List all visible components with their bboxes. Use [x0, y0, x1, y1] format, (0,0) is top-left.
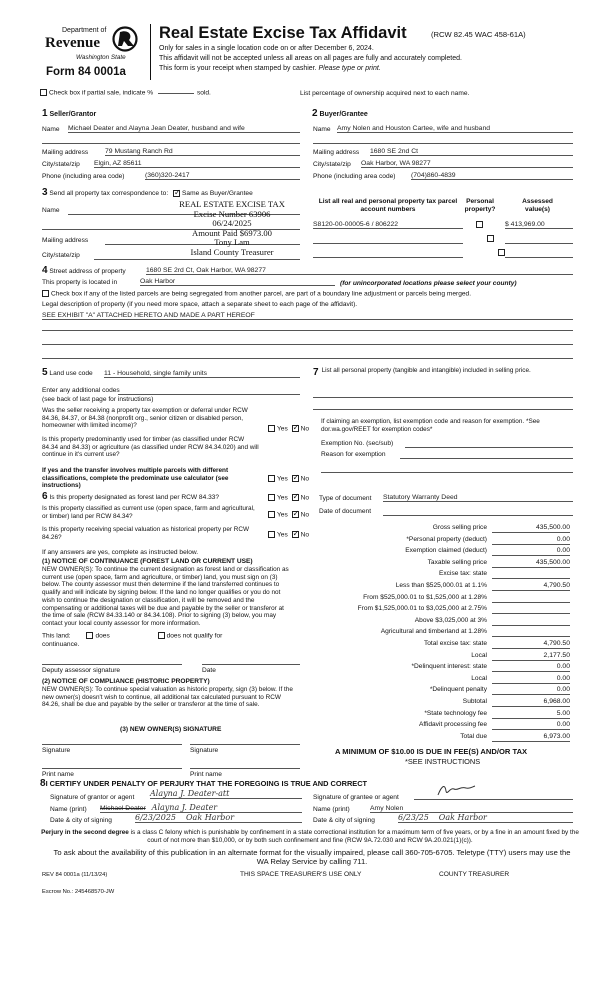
fee-value[interactable]: 0.00 [492, 721, 570, 730]
grantee-name-label: Name (print) [313, 806, 350, 813]
forest-q3-yes-checkbox[interactable] [268, 531, 275, 538]
fee-label: Total excise tax: state [423, 640, 487, 647]
fee-row [325, 652, 575, 663]
deputy-signature-line [42, 664, 182, 665]
land-use-q1-no-checkbox[interactable] [292, 425, 299, 432]
stamp-line-4: Amount Paid $6973.00 [192, 227, 272, 238]
forest-q3: Is this property receiving special valuation as historical property per RCW 84.26? [42, 526, 250, 541]
fee-value[interactable]: 6,968.00 [492, 698, 570, 707]
grantor-name-struck: Michael Deater [100, 805, 146, 812]
stamp-line-2: Excise Number 63906 [193, 208, 271, 219]
fee-value[interactable]: 0.00 [492, 675, 570, 684]
fee-value[interactable]: 5.00 [492, 710, 570, 719]
buyer-mailing-field[interactable]: 1680 SE 2nd Ct [370, 148, 573, 156]
owner-signature-label-2: Signature [190, 747, 219, 754]
treasurer-stamp [170, 200, 294, 257]
grantee-city: Oak Harbor [438, 813, 487, 822]
stamp-line-5: Tony Lam [214, 237, 250, 247]
deputy-date-line [202, 664, 300, 665]
forest-q1-no-checkbox[interactable] [292, 494, 299, 501]
grantor-city: Oak Harbor [185, 813, 235, 822]
partial-sale-percent-field[interactable] [158, 93, 194, 94]
additional-codes-label: Enter any additional codes [42, 387, 120, 394]
grantee-date-field[interactable] [398, 813, 573, 823]
forest-q1-answers [268, 494, 309, 501]
grantor-name-field[interactable] [100, 803, 302, 813]
land-use-q2a: Is this property predominantly used for timber (as classified under RCW 84.34 and 84.33) or agriculture (as classified under RCW 84.34.020) and will continue in it's current use? [42, 436, 259, 459]
partial-sale-label: Check box if partial sale, indicate % [49, 89, 154, 97]
property-street-field[interactable]: 1680 SE 2rd Ct, Oak Harbor, WA 98277 [146, 267, 573, 275]
segregated-row [42, 290, 471, 297]
header-note-2: This affidavit will not be accepted unless all areas on all pages are fully and accurately completed. [159, 55, 462, 62]
owner-signature-line-1 [42, 744, 182, 745]
legal-line-2 [42, 330, 573, 331]
property-located-note: (for unincorporated locations please select your county) [340, 280, 517, 287]
fee-row [325, 698, 575, 709]
fee-row [325, 628, 575, 639]
title-citation: (RCW 82.45 WAC 458-61A) [431, 30, 526, 39]
forest-q1-no: No [300, 494, 310, 502]
land-does-checkbox[interactable] [86, 632, 93, 639]
same-as-buyer-label: Same as Buyer/Grantee [182, 190, 253, 197]
form-number: Form 84 0001a [46, 66, 126, 78]
this-land-label: This land: [42, 632, 71, 640]
seller-city-field[interactable]: Elgin, AZ 85611 [94, 160, 300, 168]
forest-q2-no: No [300, 511, 310, 519]
land-does-label: does [95, 632, 110, 640]
forest-q3-yes: Yes [277, 531, 288, 539]
notice-compliance-body: NEW OWNER(S): To continue special valuation as historic property, sign (3) below. If the new owner(s) doesn't wish to continue, all additional tax calculated pursuant to RCW 84.26, shall be due and payable by the seller or transferor at the time of sale. [42, 686, 293, 709]
notice-continuance-title: (1) NOTICE OF CONTINUANCE (FOREST LAND OR CURRENT USE) [42, 558, 253, 565]
fees-table [325, 524, 575, 742]
certify-section-number: 8 [40, 778, 46, 789]
county-treasurer: COUNTY TREASURER [439, 871, 510, 878]
grantee-date-label: Date & city of signing [313, 817, 375, 824]
fee-row [325, 559, 575, 570]
buyer-city-label: City/state/zip [313, 161, 351, 168]
forest-q3-answers [268, 531, 309, 538]
land-use-q2-yes: Yes [277, 475, 288, 483]
personal-property-section-number: 7 [313, 367, 319, 378]
fee-value[interactable]: 0.00 [492, 547, 570, 556]
seller-blank-line [42, 143, 300, 144]
owner-signature-line-2 [190, 744, 300, 745]
fee-value[interactable] [492, 605, 570, 614]
personal-property-heading [313, 367, 575, 378]
seller-phone-label: Phone (including area code) [42, 173, 125, 180]
page-title: Real Estate Excise Tax Affidavit [159, 24, 407, 42]
fee-value[interactable]: 0.00 [492, 536, 570, 545]
buyer-blank-line [313, 143, 573, 144]
seller-name-field[interactable]: Michael Deater and Alayna Jean Deater, husband and wife [68, 125, 300, 133]
perjury-notice-text: is a class C felony which is punishable by confinement in a state correctional institution for a maximum term of five years, or by a fine in an amount fixed by the court of not more than $10,000, or by both such confinement and fine (RCW 9A.72.030 and RCW 9A.20.021(1)(c)). [128, 829, 579, 844]
fee-label: *State technology fee [424, 709, 487, 717]
grantor-signature-field[interactable]: Alayna J. Deater-att [150, 789, 302, 799]
header [0, 0, 600, 85]
fee-value[interactable]: 435,500.00 [492, 559, 570, 568]
parcels-col-header-3: Assessed value(s) [522, 198, 553, 213]
property-located-label: This property is located in [42, 279, 118, 286]
parcel-row-2-line [313, 243, 463, 244]
partial-sale-checkbox[interactable] [40, 89, 47, 96]
buyer-section-number: 2 [312, 108, 318, 119]
certify-title: I CERTIFY UNDER PENALTY OF PERJURY THAT THE FOREGOING IS TRUE AND CORRECT [45, 779, 368, 788]
stamp-line-1: REAL ESTATE EXCISE TAX [179, 199, 285, 209]
fee-label: Gross selling price [432, 524, 487, 531]
grantor-name-handwritten: Alayna J. Deater [151, 803, 218, 812]
fee-value[interactable]: 435,500.00 [492, 524, 570, 533]
fee-row [325, 733, 575, 744]
grantee-signature-field[interactable] [414, 789, 573, 800]
forest-q1-yes-checkbox[interactable] [268, 494, 275, 501]
forest-if-any: If any answers are yes, complete as instructed below. [42, 549, 199, 556]
fee-label: Less than $525,000.01 at 1.1% [395, 582, 487, 589]
parcel-row-3-line [313, 257, 463, 258]
segregated-checkbox[interactable] [42, 290, 49, 297]
land-use-row [42, 367, 93, 378]
fee-value[interactable] [492, 570, 570, 579]
fee-label: *Personal property (deduct) [406, 535, 487, 543]
buyer-city-field[interactable]: Oak Harbor, WA 98277 [361, 160, 573, 168]
deputy-date-label: Date [202, 667, 216, 674]
land-does-not-label: does not qualify for [166, 632, 223, 640]
fee-label: Agricultural and timberland at 1.28% [380, 628, 487, 636]
correspondence-city-label: City/state/zip [42, 252, 80, 259]
fee-row [325, 594, 575, 605]
fee-label: Subtotal [462, 698, 487, 705]
personal-property-line-2 [313, 409, 573, 410]
header-note-3a: This form is your receipt when stamped by cashier. [159, 65, 319, 72]
land-use-label: Land use code [49, 370, 93, 377]
forest-q3-no: No [300, 531, 310, 539]
fee-value[interactable]: 4,790.50 [492, 582, 570, 591]
land-use-q1-answers [268, 425, 309, 432]
fee-label: *Delinquent interest: state [411, 663, 487, 671]
document-date-line [383, 515, 573, 516]
owner-print-label-2: Print name [190, 771, 222, 778]
document-type-field[interactable]: Statutory Warranty Deed [383, 494, 573, 502]
fee-row [325, 675, 575, 686]
seller-phone-field[interactable]: (360)320-2417 [145, 172, 300, 180]
this-land-row [42, 632, 222, 639]
legal-description-field[interactable]: SEE EXHIBIT "A" ATTACHED HERETO AND MADE A PART HEREOF [42, 312, 573, 320]
assessed-row-2-line [505, 243, 573, 244]
fee-value[interactable]: 0.00 [492, 663, 570, 672]
exemption-reason-line [400, 458, 573, 459]
personal-property-checkbox-3[interactable] [498, 249, 505, 256]
fee-label: From $1,525,000.01 to $3,025,000 at 2.75% [357, 605, 487, 613]
fee-row [325, 640, 575, 651]
header-note-1: Only for sales in a single location code on or after December 6, 2024. [159, 45, 374, 52]
parcel-number-1[interactable]: S8120-00-00005-6 / 806222 [313, 221, 463, 229]
minimum-fee-notice: A MINIMUM OF $10.00 IS DUE IN FEE(S) AND/OR TAX [335, 747, 528, 756]
owner-print-line-2 [190, 768, 300, 769]
grantor-date-field[interactable] [135, 813, 302, 823]
correspondence-label: Send all property tax correspondence to: [49, 190, 169, 197]
fee-row [325, 605, 575, 616]
land-use-q1-no: No [300, 425, 310, 433]
fee-row [325, 570, 575, 581]
grantee-date: 6/23/25 [398, 813, 429, 822]
notice-continuance-body: NEW OWNER(S): To continue the current designation as forest land or classification as current use (open space, farm and agriculture, or timber) land, you must sign on (3) below. The county assessor must then determine if the land transferred continues to qualify and will indicate by signing below. If the land no longer qualifies or you do not wish to continue the designation or classification, it will be removed and the compensating or additional taxes will be due and payable by the seller or transferor at the time of sale (RCW 84.33.140 or 84.34.108). Prior to signing (3) below, you may contact your local county assessor for more information. [42, 566, 289, 627]
land-use-q1: Was the seller receiving a property tax exemption or deferral under RCW 84.36, 84.37, or 84.38 (nonprofit org., senior citizen or disabled person, homeowner with limited income)? [42, 407, 248, 430]
fee-row [325, 663, 575, 674]
owner-print-line-1 [42, 768, 182, 769]
revenue-logo-icon [112, 26, 138, 52]
land-use-field[interactable]: 11 - Household, single family units [104, 370, 300, 378]
property-street-row [42, 265, 126, 276]
seller-mailing-label: Mailing address [42, 149, 89, 156]
forest-q1: Is this property designated as forest land per RCW 84.33? [49, 494, 220, 501]
deputy-signature-label: Deputy assessor signature [42, 667, 121, 674]
forest-q2-yes: Yes [277, 511, 288, 519]
document-type-label: Type of document [319, 495, 372, 502]
exemption-instructions: If claiming an exemption, list exemption code and reason for exemption. *See dor.wa.gov/REET for exemption codes* [321, 418, 540, 433]
seller-heading-label: Seller/Grantor [49, 111, 97, 118]
header-note-3 [159, 65, 381, 72]
seller-city-label: City/state/zip [42, 161, 80, 168]
fee-label: Exemption claimed (deduct) [405, 547, 487, 555]
forest-q2-answers [268, 511, 309, 518]
land-use-q2-no: No [300, 475, 310, 483]
fee-value[interactable]: 4,790.50 [492, 640, 570, 649]
forest-q2: Is this property classified as current use (open space, farm and agricultural, or timber) land per RCW 84.34? [42, 505, 255, 520]
fee-label: Local [471, 674, 487, 682]
land-use-section-number: 5 [42, 367, 48, 378]
fee-row [325, 582, 575, 593]
seller-name-label: Name [42, 126, 60, 133]
dept-revenue: Revenue [45, 35, 100, 51]
forest-q1-yes: Yes [277, 494, 288, 502]
land-does-not-checkbox[interactable] [158, 632, 165, 639]
grantor-signature-label: Signature of grantor or agent [50, 794, 135, 801]
fee-value[interactable] [492, 628, 570, 637]
buyer-heading [312, 108, 368, 119]
personal-property-checkbox-2[interactable] [487, 235, 494, 242]
buyer-heading-label: Buyer/Grantee [319, 111, 368, 118]
personal-property-line-1 [313, 397, 573, 398]
fee-row [325, 547, 575, 558]
buyer-mailing-label: Mailing address [313, 149, 360, 156]
legal-line-4 [42, 358, 573, 359]
grantor-date-label: Date & city of signing [50, 817, 112, 824]
perjury-notice-bold: Perjury in the second degree [41, 829, 129, 836]
continuance-label: continuance. [42, 641, 80, 648]
buyer-name-field[interactable]: Amy Nolen and Houston Cartee, wife and husband [337, 125, 573, 133]
additional-codes-line [118, 394, 300, 395]
fee-row [325, 536, 575, 547]
fee-label: Affidavit processing fee [418, 721, 487, 729]
see-instructions: *SEE INSTRUCTIONS [405, 757, 481, 766]
seller-heading [42, 108, 96, 119]
rev-number: REV 84 0001a (11/13/24) [42, 872, 108, 878]
segregated-label: Check box if any of the listed parcels are being segregated from another parcel, are part of a boundary line adjustment or parcels being merged. [51, 290, 472, 298]
forest-section-number: 6 [42, 491, 48, 502]
exemption-number-label: Exemption No. (sec/sub) [321, 440, 394, 447]
fee-label: Total due [460, 732, 487, 740]
forest-q3-no-checkbox[interactable] [292, 531, 299, 538]
fee-label: Local [471, 651, 487, 659]
same-as-buyer-checkbox[interactable] [173, 190, 180, 197]
partial-sale-row [40, 89, 211, 96]
grantee-name-field[interactable]: Amy Nolen [370, 805, 573, 813]
correspondence-city-line [94, 259, 300, 260]
additional-codes-note: (see back of last page for instructions) [42, 396, 154, 403]
buyer-phone-field[interactable]: (704)860-4839 [411, 172, 573, 180]
buyer-name-label: Name [313, 126, 331, 133]
dept-line1: Department of [62, 27, 107, 34]
fee-value[interactable]: 2,177.50 [492, 652, 570, 661]
new-owner-signature-title: (3) NEW OWNER(S) SIGNATURE [120, 726, 222, 733]
land-use-q2-answers [268, 475, 309, 482]
owner-print-label-1: Print name [42, 771, 74, 778]
treasurer-use-only: THIS SPACE TREASURER'S USE ONLY [240, 871, 362, 878]
fee-label: Excise tax: state [438, 570, 487, 578]
land-use-q2-yes-checkbox[interactable] [268, 475, 275, 482]
fee-value[interactable]: 6,973.00 [492, 733, 570, 742]
correspondence-heading [42, 187, 253, 198]
legal-line-3 [42, 344, 573, 345]
forest-q2-yes-checkbox[interactable] [268, 511, 275, 518]
personal-property-checkbox-1[interactable] [476, 221, 483, 228]
fee-label: Taxable selling price [427, 558, 487, 566]
perjury-notice [40, 829, 580, 844]
fee-row [325, 617, 575, 628]
property-located-field[interactable]: Oak Harbor [140, 278, 335, 286]
stamp-line-3: 06/24/2025 [212, 218, 252, 228]
document-date-label: Date of document [319, 508, 372, 515]
fee-row [325, 721, 575, 732]
exemption-number-line [405, 447, 573, 448]
land-use-q2b: If yes and the transfer involves multiple parcels with different classifications, complete the predominate use calculator (see instructions) [42, 467, 229, 490]
header-note-3b: Please type or print. [318, 65, 381, 72]
fee-row [325, 710, 575, 721]
stamp-line-6: Island County Treasurer [190, 246, 274, 257]
correspondence-name-label: Name [42, 207, 60, 214]
correspondence-section-number: 3 [42, 187, 48, 198]
escrow-number: Escrow No.: 245468570-JW [42, 889, 115, 895]
assessed-value-1[interactable]: $ 413,969.00 [505, 221, 573, 229]
seller-section-number: 1 [42, 108, 48, 119]
buyer-phone-label: Phone (including area code) [313, 173, 396, 180]
exemption-reason-line-2 [321, 472, 573, 473]
certify-heading [40, 778, 367, 789]
partial-sale-sold: sold. [196, 89, 211, 97]
fee-row [325, 524, 575, 535]
grantor-date: 6/23/2025 [135, 813, 177, 822]
fee-value[interactable] [492, 594, 570, 603]
forest-q1-row [42, 491, 219, 502]
list-percentage-note: List percentage of ownership acquired next to each name. [300, 90, 470, 97]
legal-description-label: Legal description of property (if you need more space, attach a separate sheet to each page of the affidavit). [42, 301, 358, 308]
property-section-number: 4 [42, 265, 48, 276]
personal-property-label: List all personal property (tangible and intangible) included in selling price. [321, 367, 531, 374]
grantee-signature-scribble [436, 783, 476, 797]
fee-value[interactable] [492, 617, 570, 626]
header-divider [150, 24, 151, 80]
fee-value[interactable]: 0.00 [492, 686, 570, 695]
correspondence-mailing-label: Mailing address [42, 237, 89, 244]
parcels-col-header-1: List all real and personal property tax parcel account numbers [318, 198, 458, 213]
parcels-col-header-2: Personal property? [464, 198, 496, 213]
owner-signature-label-1: Signature [42, 747, 71, 754]
alternate-format-notice: To ask about the availability of this publication in an alternate format for the visually impaired, please call 360-705-6705. Teletype (TTY) users may use the WA Relay Service by calling 711. [53, 848, 571, 866]
fee-label: From $525,000.01 to $1,525,000 at 1.28% [363, 593, 487, 601]
dept-state: Washington State [76, 54, 126, 61]
land-use-q1-yes: Yes [277, 425, 288, 433]
fee-label: *Delinquent penalty [429, 686, 487, 694]
fee-label: Above $3,025,000 at 3% [414, 616, 487, 624]
property-street-label: Street address of property [49, 268, 126, 275]
land-use-q2-no-checkbox[interactable] [292, 475, 299, 482]
fee-row [325, 686, 575, 697]
notice-compliance-title: (2) NOTICE OF COMPLIANCE (HISTORIC PROPERTY) [42, 678, 210, 685]
assessed-row-3-line [505, 257, 573, 258]
exemption-reason-label: Reason for exemption [321, 451, 386, 458]
forest-q2-no-checkbox[interactable] [292, 511, 299, 518]
seller-mailing-field[interactable]: 79 Mustang Ranch Rd [105, 148, 300, 156]
land-use-q1-yes-checkbox[interactable] [268, 425, 275, 432]
grantor-name-label: Name (print) [50, 806, 87, 813]
grantee-signature-label: Signature of grantee or agent [313, 794, 399, 801]
